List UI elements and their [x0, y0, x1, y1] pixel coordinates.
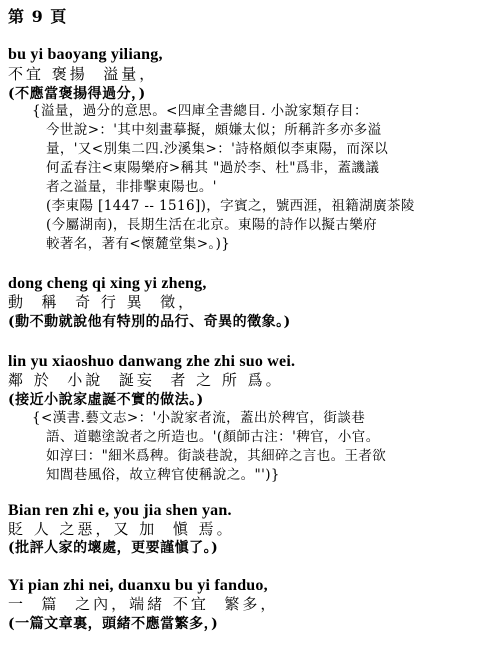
entry-1-note-line: 今世說>：'其中刻畫摹擬，頗嫌太似；所稱許多亦多溢: [46, 122, 382, 138]
page-header: 第 9 頁: [8, 7, 68, 26]
entry-5-chinese: 一 篇 之內，端緒 不宜 繁多，: [8, 595, 279, 613]
entry-2-chinese: 動 稱 奇 行 異 徵，: [8, 293, 197, 311]
entry-3-note-line: {<漢書.藝文志>：'小說家者流，蓋出於稗官，街談巷: [32, 410, 366, 426]
entry-1-note-line: 者之溢量，非排擊東陽也。': [46, 179, 217, 195]
entry-1-note-line: {溢量，過分的意思。<四庫全書總目. 小說家類存目：: [32, 103, 368, 119]
entry-1-note-line: (李東陽 [1447 -- 1516])，字賓之，號西涯，祖籍湖廣茶陵: [46, 198, 415, 214]
entry-1-note-line: 量，'又<別集二四.沙溪集>：'詩格頗似李東陽，而深以: [46, 141, 389, 157]
entry-1-translation: (不應當褒揚得過分，): [8, 86, 146, 102]
entry-3-note-line: 如淳曰："細米爲稗。街談巷說，其細碎之言也。王者欲: [46, 448, 387, 464]
entry-1-note-line: (今屬湖南)，長期生活在北京。東陽的詩作以擬古樂府: [46, 217, 378, 233]
entry-3-pinyin: lin yu xiaoshuo danwang zhe zhi suo wei.: [8, 353, 296, 370]
entry-1-chinese: 不宜 褒揚 溢量，: [8, 65, 158, 83]
entry-2-pinyin: dong cheng qi xing yi zheng,: [8, 275, 207, 292]
entry-3-chinese: 鄰 於 小說 誕妄 者 之 所 爲。: [8, 371, 284, 389]
entry-4-pinyin: Bian ren zhi e, you jia shen yan.: [8, 502, 232, 519]
entry-3-translation: (接近小說家虛誕不實的做法。): [8, 392, 204, 408]
entry-1-note-line: 何孟春注<東陽樂府>稱其 "過於李、杜"爲非，蓋譏議: [46, 160, 380, 176]
entry-4-translation: (批評人家的壞處，更要謹愼了。): [8, 540, 219, 556]
entry-5-translation: (一篇文章裏，頭緒不應當繁多，): [8, 616, 219, 632]
entry-5-pinyin: Yi pian zhi nei, duanxu bu yi fanduo,: [8, 577, 268, 594]
entry-1-note-line: 較著名，著有<懷麓堂集>。)}: [46, 236, 231, 252]
entry-3-note-line: 語、道聽塗說者之所造也。'(顏師古注：'稗官，小官。: [46, 429, 380, 445]
entry-1-pinyin: bu yi baoyang yiliang,: [8, 46, 163, 63]
entry-2-translation: (動不動就說他有特別的品行、奇異的徵象。): [8, 314, 291, 330]
entry-3-note-line: 知閭巷風俗，故立稗官使稱說之。"')}: [46, 467, 280, 483]
entry-4-chinese: 貶 人 之惡，又 加 愼 焉。: [8, 520, 235, 538]
